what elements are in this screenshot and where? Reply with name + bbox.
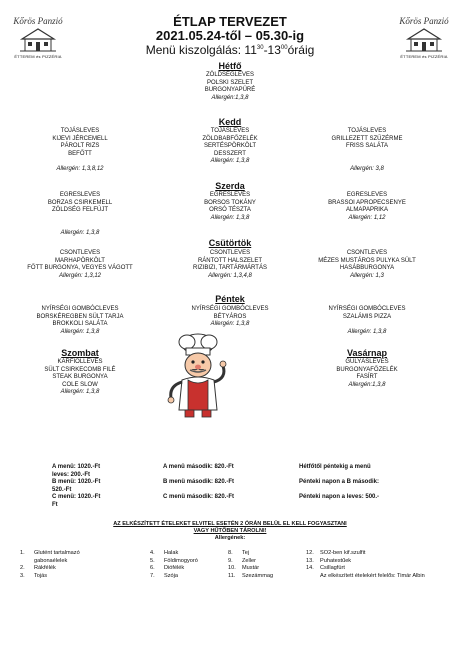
- allergen-item: 5. Földimogyoró: [150, 557, 198, 564]
- logo-subtitle: ÉTTEREM és PIZZÉRIA: [14, 54, 62, 59]
- dish-line: POLSKI SZELET: [206, 79, 254, 86]
- allergen-line: Allergén: 1,3: [350, 272, 384, 279]
- allergen-line: Allergén: 1,3,8: [347, 328, 387, 335]
- dish-line: TOJÁSLEVES: [347, 128, 387, 134]
- dish-line: STEAK BURGONYA: [52, 374, 108, 381]
- dish-line: DESSZERT: [214, 150, 246, 157]
- dish-line: BURGONYAPÜRÉ: [204, 87, 256, 94]
- menu-csutortok-right: [287, 250, 447, 280]
- price-line: leves: 200.-Ft: [52, 471, 91, 478]
- menu-kedd-left: [0, 128, 160, 174]
- day-heading-szerda: Szerda: [215, 181, 245, 191]
- menu-csutortok-mid: [150, 250, 310, 280]
- allergen-line: Allergén: 1,3,8: [210, 158, 250, 165]
- allergen-item: Az elkészített ételekért felelős: Timár Albin: [320, 572, 425, 579]
- dish-line: EGRESLEVES: [209, 192, 251, 198]
- allergen-item: 13. Puhatestűek: [306, 557, 352, 564]
- dish-line: EGRESLEVES: [59, 192, 101, 198]
- dish-line: BEFŐTT: [68, 150, 92, 157]
- price-line: 520.-Ft: [52, 486, 72, 493]
- menu-pentek-left: [0, 306, 160, 336]
- dish-line: BRASSOI APROPECSENYE: [328, 199, 406, 206]
- dish-line: HASÁBBURGONYA: [339, 265, 395, 272]
- dish-line: CSONTLEVES: [59, 250, 101, 256]
- price-line: Pénteki napon a B második:: [299, 479, 380, 486]
- allergen-line: Allergén: 1,3,8: [60, 229, 100, 236]
- allergen-item: 11. Szezámmag: [228, 572, 274, 579]
- dish-line: COLE SLOW: [62, 381, 98, 388]
- allergen-list-col-3: [228, 550, 273, 580]
- allergen-list-col-2: [150, 550, 198, 580]
- menu-hetfo-mid: [150, 72, 310, 102]
- dish-line: CSONTLEVES: [346, 250, 388, 256]
- dish-line: MÉZES MUSTÁROS PULYKA SÜLT: [318, 257, 416, 264]
- dish-line: CSONTLEVES: [209, 250, 251, 256]
- menu-kedd-mid: [150, 128, 310, 166]
- dish-line: NYÍRSÉGI GOMBÓCLEVES: [191, 306, 269, 312]
- allergen-item: 7. Szója: [150, 572, 178, 579]
- price-line: C menü második: 820.-Ft: [163, 494, 235, 501]
- dish-line: NYÍRSÉGI GOMBÓCLEVES: [328, 306, 406, 312]
- allergen-line: Allergén: 1,3,8,12: [56, 165, 104, 172]
- dish-line: RÁNTOTT HALSZELET: [197, 257, 263, 264]
- allergen-item: 10. Mustár: [228, 565, 260, 572]
- allergen-line: Allergén: 1,12: [348, 214, 386, 221]
- price-line: B menü második: 820.-Ft: [163, 479, 235, 486]
- day-heading-kedd: Kedd: [218, 117, 242, 127]
- allergens-title: Allergének:: [214, 535, 246, 541]
- price-line: A menü második: 820.-Ft: [163, 464, 234, 470]
- dish-line: ZÖLDSÉGLEVES: [205, 72, 255, 78]
- dish-line: EGRESLEVES: [346, 192, 388, 198]
- allergen-line: Allergén: 3,8: [350, 165, 384, 172]
- menu-szombat-left: [0, 359, 160, 397]
- price-line: Pénteki napon a leves: 500.-: [299, 494, 380, 501]
- day-heading-pentek: Péntek: [215, 294, 245, 304]
- logo-subtitle: ÉTTEREM és PIZZÉRIA: [400, 54, 448, 59]
- allergen-item: 12. SO2-ben kif.szulfit: [306, 550, 366, 556]
- menu-csutortok-left: [0, 250, 160, 280]
- allergen-item: 2. Rákfélék: [20, 565, 56, 572]
- allergen-line: Allergén:1,3,8: [348, 381, 386, 388]
- dish-line: FŐTT BURGONYA, VEGYES VÁGOTT: [27, 265, 133, 272]
- day-heading-vasarnap: Vasárnap: [346, 348, 388, 358]
- date-range: 2021.05.24-től – 05.30-ig: [155, 28, 305, 43]
- price-line: A menü: 1020.-Ft: [52, 464, 101, 470]
- allergen-item: gabonaélelek: [34, 557, 68, 564]
- logo-brand-text: Kőrös Panzió: [13, 16, 63, 26]
- dish-line: PÁROLT RIZS: [60, 143, 100, 150]
- dish-line: SERTÉSPÖRKÖLT: [203, 143, 257, 150]
- day-heading-hetfo: Hétfő: [218, 61, 242, 71]
- allergen-item: 4. Halak: [150, 550, 179, 556]
- allergen-item: 3. Tojás: [20, 572, 48, 579]
- dish-line: GRILLEZETT SZŰZÉRME: [331, 135, 403, 142]
- dish-line: BORSOS TOKÁNY: [204, 199, 256, 206]
- allergen-list-col-4: [306, 550, 425, 580]
- dish-line: BÉTYÁROS: [213, 313, 247, 320]
- allergen-line: Allergén: 1,3,12: [58, 272, 102, 279]
- menu-pentek-right: [287, 306, 447, 336]
- dish-line: GULYÁSLEVES: [345, 359, 389, 365]
- dish-line: ORSÓ TÉSZTA: [209, 207, 251, 214]
- menu-szerda-left: [0, 192, 160, 238]
- logo-brand-text: Kőrös Panzió: [399, 16, 449, 26]
- dish-line: SÜLT CSIRKECOMB FILÉ: [44, 366, 116, 373]
- allergen-line: Allergén: 1,3,8: [210, 321, 250, 328]
- dish-line: NYÍRSÉGI GOMBÓCLEVES: [41, 306, 119, 312]
- dish-line: BROKKOLI SALÁTA: [52, 321, 108, 328]
- price-column-3: [299, 464, 379, 502]
- dish-line: TOJÁSLEVES: [60, 128, 100, 134]
- dish-line: BORZAS CSIRKEMELL: [47, 199, 113, 206]
- dish-line: ZÖLDSÉG FELFÚJT: [51, 207, 108, 214]
- dish-line: ALMAPAPRIKA: [346, 207, 388, 214]
- dish-line: ZÖLDBABFŐZELÉK: [202, 135, 258, 142]
- allergen-item: 9. Zeller: [228, 557, 256, 564]
- service-hours: Menü kiszolgálás: $11^{30}-13^{00}óráig$: [145, 43, 315, 57]
- allergen-item: 14. Csillagfürt: [306, 565, 345, 572]
- takeaway-warning-2: VAGY HŰTŐBEN TÁROLNI!: [193, 528, 267, 534]
- allergen-line: Allergén: 1,3,8: [60, 328, 100, 335]
- allergen-list-col-1: [20, 550, 80, 580]
- menu-pentek-mid: [150, 306, 310, 329]
- menu-szerda-mid: [150, 192, 310, 222]
- dish-line: RIZIBIZI, TARTÁRMÁRTÁS: [193, 265, 267, 272]
- dish-line: SZALÁMIS PIZZA: [342, 313, 392, 320]
- takeaway-warning: AZ ELKÉSZÍTETT ÉTELEKET ELVITEL ESETÉN 2 ÓRÁN BELÜL EL KELL FOGYASZTANI: [113, 521, 347, 527]
- chef-illustration-icon: [157, 330, 239, 420]
- allergen-item: 6. Diófélék: [150, 565, 185, 572]
- price-line: B menü: 1020.-Ft: [52, 479, 101, 486]
- price-line: Ft: [52, 501, 58, 508]
- dish-line: FRISS SALÁTA: [346, 143, 388, 150]
- allergen-line: Allergén:1,3,8: [211, 94, 249, 101]
- allergen-line: Allergén: 1,3,4,8: [208, 272, 252, 279]
- menu-szerda-right: [287, 192, 447, 222]
- dish-line: KARFIOLLEVES: [57, 359, 103, 365]
- day-heading-szombat: Szombat: [61, 348, 99, 358]
- price-column-1: [52, 464, 100, 510]
- allergen-item: 1. Glutént tartalmazó: [20, 550, 80, 556]
- allergen-item: 8. Tej: [228, 550, 250, 556]
- day-heading-csutortok: Csütörtök: [208, 238, 252, 248]
- dish-line: MARHAPÖRKÖLT: [55, 257, 105, 264]
- price-line: Hétfőtől péntekig a menü: [299, 464, 371, 470]
- price-column-2: [163, 464, 234, 502]
- dish-line: KIJEVI JÉRCEMELL: [52, 135, 108, 142]
- price-line: C menü: 1020.-Ft: [52, 494, 101, 501]
- menu-kedd-right: [287, 128, 447, 174]
- dish-line: FASÍRT: [356, 374, 378, 381]
- menu-vasarnap-right: [287, 359, 447, 389]
- dish-line: TOJÁSLEVES: [210, 128, 250, 134]
- allergen-line: Allergén: 1,3,8: [210, 214, 250, 221]
- allergen-line: Allergén: 1,3,8: [60, 389, 100, 396]
- dish-line: BURGONYAFŐZELÉK: [336, 366, 398, 373]
- dish-line: BORSKÉREGBEN SÜLT TARJA: [36, 313, 124, 320]
- page-title: ÉTLAP TERVEZET: [173, 14, 287, 29]
